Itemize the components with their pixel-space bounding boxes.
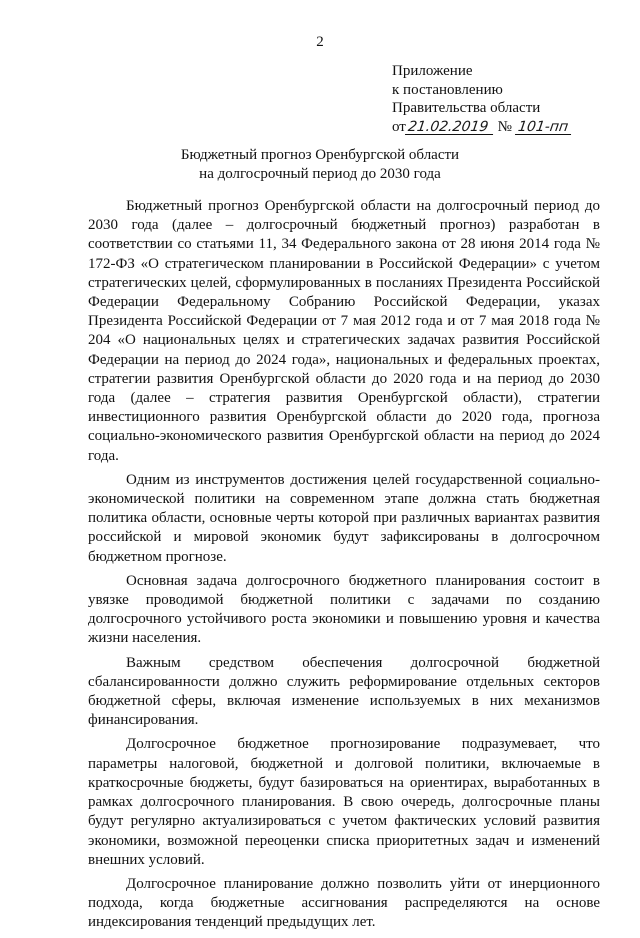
handwritten-date: 21.02.2019 bbox=[405, 120, 495, 135]
appendix-line-1: Приложение bbox=[392, 63, 473, 79]
document-title bbox=[0, 146, 640, 184]
title-line-2: на долгосрочный период до 2030 года bbox=[199, 166, 441, 182]
appendix-line-3: Правительства области bbox=[392, 100, 541, 116]
appendix-line-2: к постановлению bbox=[392, 81, 503, 98]
from-label: от bbox=[392, 118, 406, 135]
paragraph-3: Основная задача долгосрочного бюджетного планирования состоит в увязке проводимой бюджетной политики с задачами по созданию долгосрочного устойчивого роста экономики и повышению уровня и качества жизни населения. bbox=[88, 572, 600, 647]
page-number: 2 bbox=[316, 34, 324, 50]
paragraph-4: Важным средством обеспечения долгосрочной бюджетной сбалансированности должно служить реформирование отдельных секторов бюджетной сферы, включая изменение используемых в них механизмов финансирования. bbox=[88, 654, 600, 729]
paragraph-1: Бюджетный прогноз Оренбургской области на долгосрочный период до 2030 года (далее – долгосрочный бюджетный прогноз) разработан в соответствии со статьями 11, 34 Федерального закона от 28 июня 2014 года № 172-ФЗ «О стратегическом планировании в Российской Федерации» с учетом стратегических целей, сформулированных в посланиях Президента Российской Федерации Федеральному Собранию Российской Федерации, указах Президента Российской Федерации от 7 мая 2012 года и от 7 мая 2018 года № 204 «О национальных целях и стратегических задачах развития Российской Федерации на период до 2024 года», национальных и федеральных проектах, стратегии развития Оренбургской области до 2020 года и на период до 2030 года (далее – стратегия развития Оренбургской области), стратегии инвестиционного развития Оренбургской области до 2020 года, прогноза социально-экономического развития Оренбургской области на период до 2024 года. bbox=[88, 198, 600, 464]
title-line-1: Бюджетный прогноз Оренбургской области bbox=[180, 147, 460, 163]
appendix-block bbox=[392, 62, 622, 136]
paragraph-5: Долгосрочное бюджетное прогнозирование подразумевает, что параметры налоговой, бюджетной и долговой политики, включаемые в краткосрочные бюджеты, будут базироваться на ориентирах, выработанных в рамках долгосрочного планирования. В свою очередь, долгосрочные планы будут регулярно актуализироваться с учетом фактических условий развития экономики, возможной переоценки списка приоритетных задач и изменений внешних условий. bbox=[88, 736, 600, 868]
appendix-date-line bbox=[392, 118, 622, 137]
handwritten-number: 101-пп bbox=[515, 120, 573, 135]
paragraph-6: Долгосрочное планирование должно позволить уйти от инерционного подхода, когда бюджетные ассигнования распределяются на основе индексирования тенденций предыдущих лет. bbox=[88, 875, 600, 931]
paragraph-2: Одним из инструментов достижения целей государственной социально-экономической политики на современном этапе должна стать бюджетная политика области, основные черты которой при различных вариантах развития российской и мировой экономик будут зафиксированы в долгосрочном бюджетном прогнозе. bbox=[88, 471, 600, 565]
number-label: № bbox=[497, 118, 512, 135]
document-body bbox=[88, 197, 600, 938]
